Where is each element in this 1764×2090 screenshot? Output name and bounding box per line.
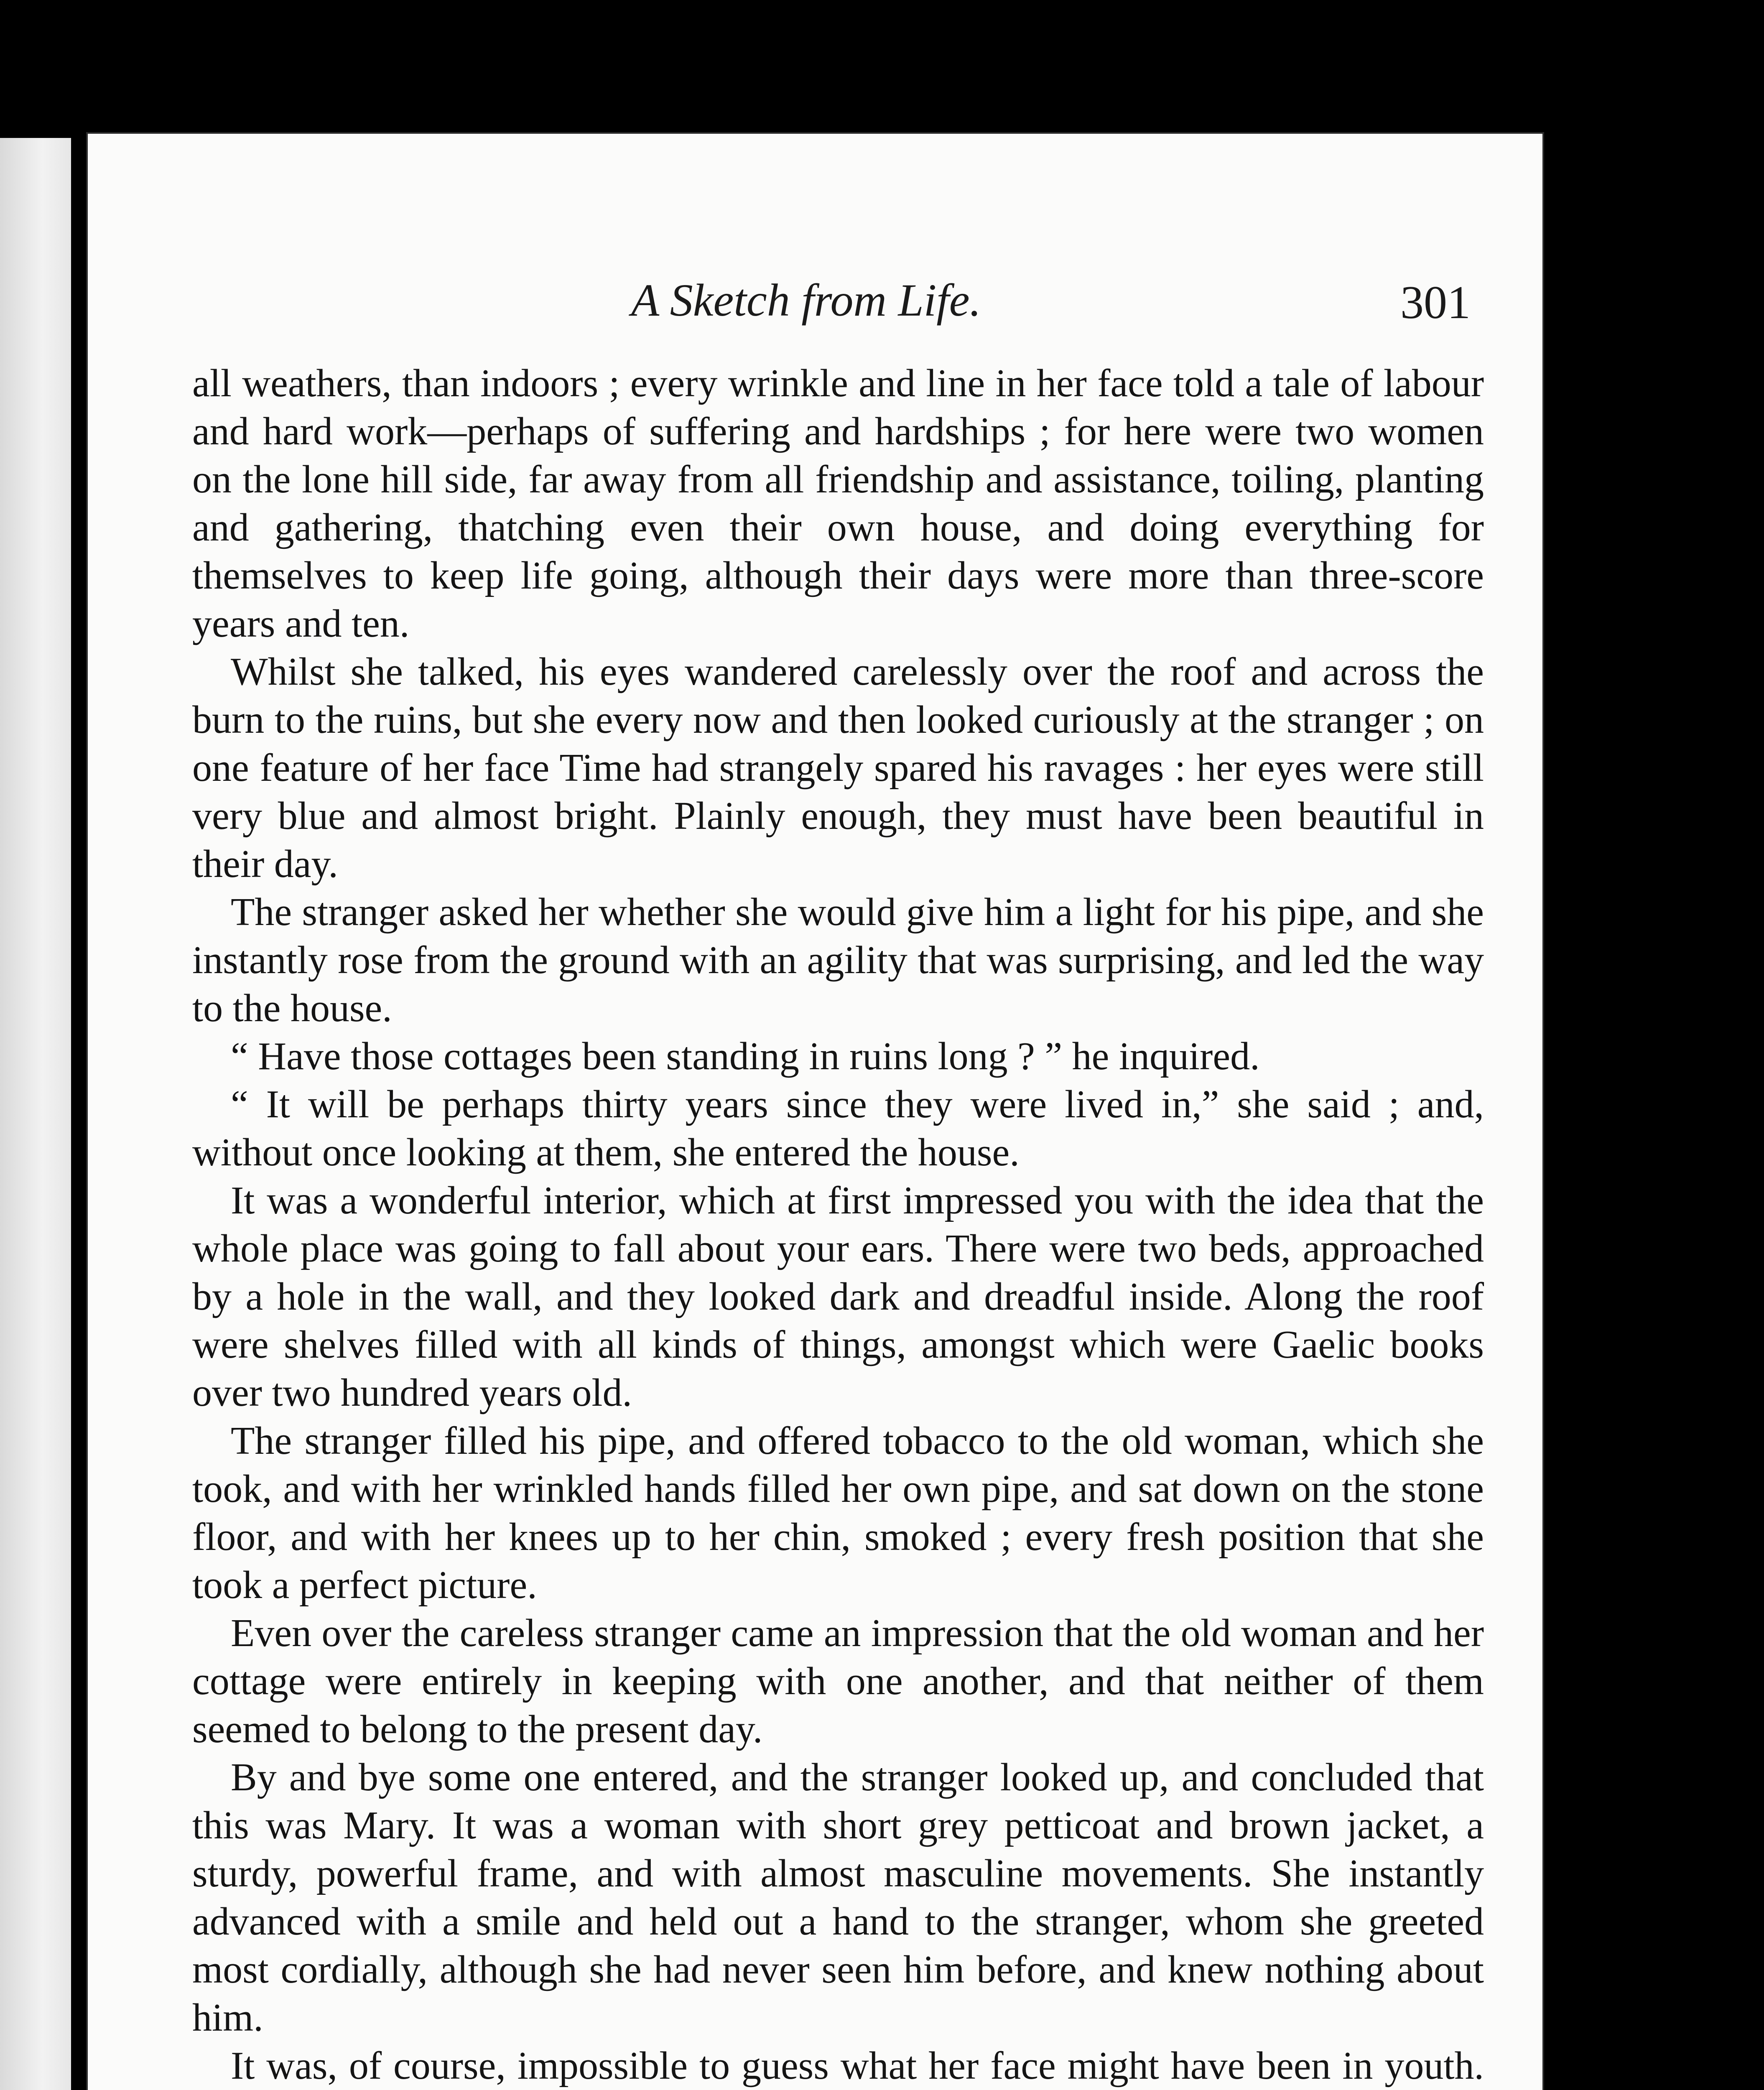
paragraph: Even over the careless stranger came an impression that the old woman and her cottage were entirely in keeping with one another, and that neither of them seemed to belong to the present day. xyxy=(192,1611,1484,1751)
book-page xyxy=(88,134,1542,2090)
paragraph: “ Have those cottages been standing in ruins long ? ” he inquired. xyxy=(231,1035,1260,1078)
paragraph: By and bye some one entered, and the stranger looked up, and concluded that this was Mary. It was a woman with short grey petticoat and brown jacket, a sturdy, powerful frame, and with almost masculine movements. She instantly advanced with a smile and held out a hand to the stranger, whom she greeted most cordially, although she had never seen him before, and knew nothing about him. xyxy=(192,1756,1484,2039)
running-title: A Sketch from Life. xyxy=(631,275,981,326)
paragraph: Whilst she talked, his eyes wandered carelessly over the roof and across the burn to the ruins, but she every now and then looked curiously at the stranger ; on one feature of her face Time had strangely spared his ravages : her eyes were still very blue and almost bright. Plainly enough, they must have been beautiful in their day. xyxy=(192,650,1484,886)
paragraph: The stranger asked her whether she would give him a light for his pipe, and she instantly rose from the ground with an agility that was surprising, and led the way to the house. xyxy=(192,890,1484,1030)
paragraph: It was, of course, impossible to guess what her face might have been in youth. xyxy=(231,2044,1484,2087)
body-text xyxy=(192,359,1484,2090)
paragraph: “ It will be perhaps thirty years since they were lived in,” she said ; and, without once looking at them, she entered the house. xyxy=(192,1083,1484,1174)
page-number: 301 xyxy=(1400,277,1471,329)
paragraph: The stranger filled his pipe, and offered tobacco to the old woman, which she took, and with her wrinkled hands filled her own pipe, and sat down on the stone floor, and with her knees up to her chin, smoked ; every fresh position that she took a perfect picture. xyxy=(192,1419,1484,1607)
paragraph: all weathers, than indoors ; every wrinkle and line in her face told a tale of labour and hard work—perhaps of suffering and hardships ; for here were two women on the lone hill side, far away from all friendship and assistance, toiling, planting and gathering, thatching even their own house, and doing everything for themselves to keep life going, although their days were more than three-score years and ten. xyxy=(192,362,1484,645)
previous-page-edge xyxy=(0,138,71,2090)
paragraph: It was a wonderful interior, which at first impressed you with the idea that the whole place was going to fall about your ears. There were two beds, approached by a hole in the wall, and they looked dark and dreadful inside. Along the roof were shelves filled with all kinds of things, amongst which were Gaelic books over two hundred years old. xyxy=(192,1179,1484,1415)
